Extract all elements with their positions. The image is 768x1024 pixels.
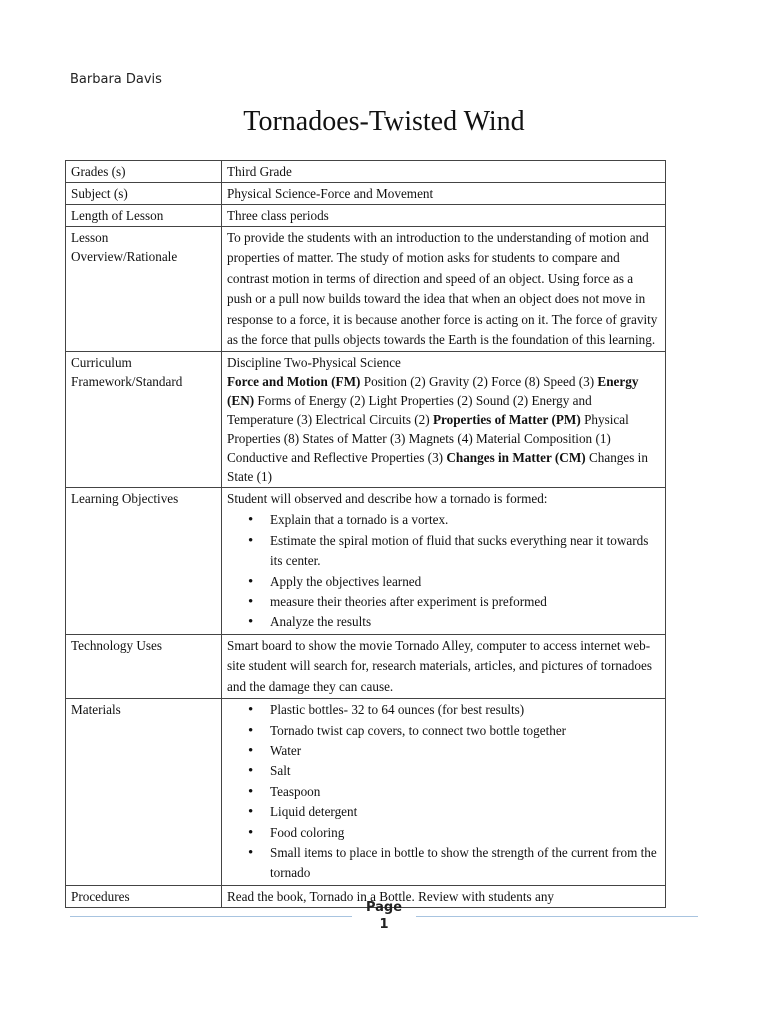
table-row-subject bbox=[66, 183, 666, 205]
row-label bbox=[66, 227, 222, 352]
row-label: Technology Uses bbox=[66, 634, 222, 698]
row-value: Read the book, Tornado in a Bottle. Review with students any bbox=[222, 885, 666, 907]
label-line: Framework/Standard bbox=[71, 374, 183, 390]
page-number bbox=[356, 899, 412, 933]
row-label: Procedures bbox=[66, 885, 222, 907]
strand-text: Physical Properties (8) States of Matter (3) Magnets (4) Material Composition (1) Conductive and Reflective Properties (3) bbox=[227, 412, 629, 466]
row-label: Grades (s) bbox=[66, 161, 222, 183]
list-item: • Small items to place in bottle to show the strength of the current from the tornado bbox=[270, 843, 660, 884]
strand-heading: Changes in Matter (CM) bbox=[446, 450, 586, 466]
list-item: • Teaspoon bbox=[270, 782, 660, 802]
table-row-objectives bbox=[66, 488, 666, 634]
materials-list bbox=[227, 700, 660, 884]
row-label: Learning Objectives bbox=[66, 488, 222, 634]
table-row-grades bbox=[66, 161, 666, 183]
list-item: • Food coloring bbox=[270, 823, 660, 843]
objectives-list bbox=[227, 510, 660, 632]
label-line: Overview/Rationale bbox=[71, 249, 178, 264]
row-label: Subject (s) bbox=[66, 183, 222, 205]
row-label: Materials bbox=[66, 699, 222, 886]
strand-heading: Properties of Matter (PM) bbox=[432, 412, 581, 428]
table-row-materials bbox=[66, 699, 666, 886]
author-name: Barbara Davis bbox=[70, 72, 162, 87]
strand-text: Changes in State (1) bbox=[227, 450, 648, 485]
row-value bbox=[222, 352, 666, 488]
table-row-length bbox=[66, 205, 666, 227]
footer-rule-left bbox=[70, 916, 352, 917]
footer-rule-right bbox=[416, 916, 698, 917]
row-value: Physical Science-Force and Movement bbox=[222, 183, 666, 205]
row-value bbox=[222, 699, 666, 886]
page-number-value: 1 bbox=[379, 917, 389, 932]
list-item: • Salt bbox=[270, 761, 660, 781]
row-value: Smart board to show the movie Tornado Alley, computer to access internet web-site student will search for, research materials, articles, and pictures of tornadoes and the damage they can cause. bbox=[222, 634, 666, 698]
row-label: Length of Lesson bbox=[66, 205, 222, 227]
strand-heading: Energy (EN) bbox=[227, 374, 639, 409]
list-item: • Explain that a tornado is a vortex. bbox=[270, 510, 660, 530]
row-label bbox=[66, 352, 222, 488]
document-title: Tornadoes-Twisted Wind bbox=[243, 106, 525, 137]
strand-heading: Force and Motion (FM) bbox=[227, 374, 361, 390]
list-item: • Tornado twist cap covers, to connect two bottle together bbox=[270, 721, 660, 741]
strand-text: Position (2) Gravity (2) Force (8) Speed (3) bbox=[360, 374, 598, 390]
list-item: • Apply the objectives learned bbox=[270, 572, 660, 592]
table-row-technology bbox=[66, 634, 666, 698]
row-value bbox=[222, 488, 666, 634]
list-item: • Water bbox=[270, 741, 660, 761]
page-label: Page bbox=[365, 900, 403, 915]
label-line: Curriculum bbox=[71, 355, 132, 371]
list-item: • Estimate the spiral motion of fluid that sucks everything near it towards its center. bbox=[270, 531, 660, 572]
row-value: Third Grade bbox=[222, 161, 666, 183]
lesson-plan-table bbox=[65, 160, 666, 908]
table-row-overview bbox=[66, 227, 666, 352]
list-item: • measure their theories after experiment is preformed bbox=[270, 592, 660, 612]
list-item: • Plastic bottles- 32 to 64 ounces (for best results) bbox=[270, 700, 660, 720]
strand-text: Forms of Energy (2) Light Properties (2) Sound (2) Energy and Temperature (3) Electrical Circuits (2) bbox=[227, 393, 592, 428]
list-item: • Liquid detergent bbox=[270, 802, 660, 822]
row-value: Three class periods bbox=[222, 205, 666, 227]
objectives-intro: Student will observed and describe how a tornado is formed: bbox=[227, 491, 548, 507]
list-item: • Analyze the results bbox=[270, 612, 660, 632]
standard-intro: Discipline Two-Physical Science bbox=[227, 355, 401, 371]
table-row-curriculum bbox=[66, 352, 666, 488]
label-line: Lesson bbox=[71, 230, 109, 245]
row-value: To provide the students with an introduction to the understanding of motion and properties of matter. The study of motion asks for students to compare and contrast motion in terms of direction and speed of an object. Using force as a push or a pull now builds toward the idea that when an object does not move in response to a force, it is because another force is acting on it. The force of gravity as the force that pulls objects towards the Earth is the foundation of this learning. bbox=[222, 227, 666, 352]
